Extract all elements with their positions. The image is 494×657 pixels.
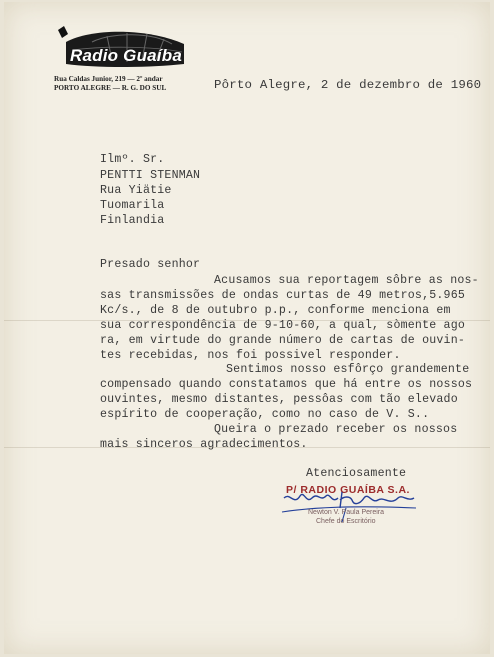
body-line: ouvintes, mesmo distantes, pessôas com tão elevado — [100, 393, 458, 406]
body-line: Kc/s., de 8 de outubro p.p., conforme menciona em — [100, 304, 451, 317]
brand-name: Radio Guaíba — [70, 46, 182, 65]
body-line: Acusamos sua reportagem sôbre as nos- — [214, 274, 479, 287]
company-stamp: P/ RADIO GUAÍBA S.A. — [286, 484, 410, 496]
radio-logo — [52, 20, 192, 74]
valediction: Atenciosamente — [306, 467, 407, 480]
body-line: tes recebidas, nos foi possivel responder. — [100, 349, 401, 362]
letter-page — [4, 2, 490, 654]
recipient-name: PENTTI STENMAN — [100, 169, 201, 182]
body-line: mais sinceros agradecimentos. — [100, 438, 308, 451]
recipient-street: Rua Yiätie — [100, 184, 172, 197]
letterhead-city: PORTO ALEGRE — R. G. DO SUL — [54, 84, 167, 92]
body-line: compensado quando constatamos que há entre os nossos — [100, 378, 473, 391]
letterhead-address: Rua Caldas Junior, 219 — 2º andar — [54, 75, 163, 83]
body-line: sua correspondência de 9-10-60, a qual, sòmente ago — [100, 319, 466, 332]
recipient-country: Finlandia — [100, 214, 165, 227]
salutation: Presado senhor — [100, 258, 201, 271]
body-line: sas transmissões de ondas curtas de 49 metros,5.965 — [100, 289, 466, 302]
body-line: Queira o prezado receber os nossos — [214, 423, 458, 436]
recipient-town: Tuomarila — [100, 199, 165, 212]
signer-title: Chefe do Escritório — [316, 518, 376, 525]
signer-name: Newton V. Paula Pereira — [308, 509, 385, 516]
body-line: ra, em virtude do grande número de cartas de ouvin- — [100, 334, 466, 347]
body-line: espírito de cooperação, como no caso de V. S.. — [100, 408, 430, 421]
body-line: Sentimos nosso esfôrço grandemente — [226, 363, 470, 376]
recipient-honorific: Ilmº. Sr. — [100, 153, 165, 166]
date-line: Pôrto Alegre, 2 de dezembro de 1960 — [214, 78, 482, 92]
